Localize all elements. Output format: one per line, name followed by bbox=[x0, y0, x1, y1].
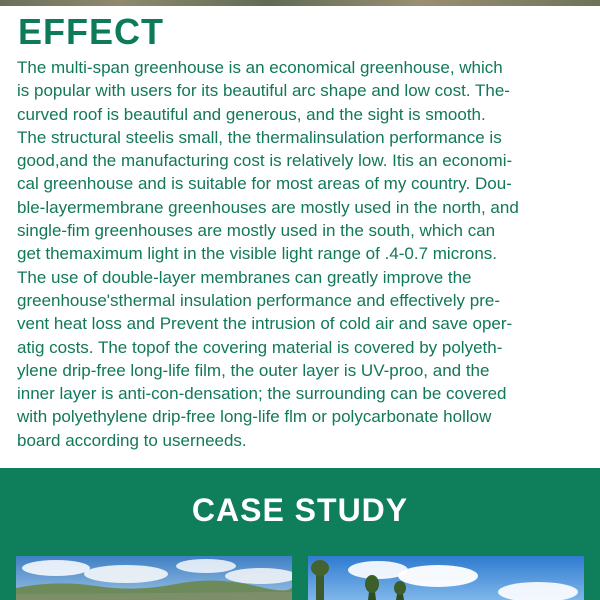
effect-heading: EFFECT bbox=[18, 11, 164, 52]
effect-line: with polyethylene drip-free long-life flm or polycarbonate hollow bbox=[17, 407, 492, 427]
effect-line: The multi-span greenhouse is an economical greenhouse, which bbox=[17, 58, 503, 77]
effect-line: The use of double-layer membranes can greatly improve the bbox=[17, 267, 472, 287]
case-study-heading: CASE STUDY bbox=[191, 492, 409, 528]
case-photo-greenhouse-site bbox=[308, 556, 584, 600]
case-photo-landscape bbox=[16, 556, 292, 600]
effect-line: good,and the manufacturing cost is relatively low. Itis an economi- bbox=[17, 151, 513, 171]
effect-line: curved roof is beautiful and generous, and the sight is smooth. bbox=[17, 104, 486, 124]
top-photo-strip bbox=[0, 0, 600, 6]
effect-line: The structural steelis small, the thermalinsulation performance is bbox=[17, 127, 502, 147]
effect-line: greenhouse'sthermal insulation performance and effectively pre- bbox=[17, 290, 500, 310]
effect-paragraph bbox=[17, 56, 589, 452]
effect-line: ble-layermembrane greenhouses are mostly used in the north, and bbox=[17, 197, 519, 217]
effect-line: inner layer is anti-con-densation; the surrounding can be covered bbox=[17, 384, 507, 404]
effect-line: board according to userneeds. bbox=[17, 430, 247, 450]
effect-line: vent heat loss and Prevent the intrusion of cold air and save oper- bbox=[17, 314, 513, 334]
effect-line: cal greenhouse and is suitable for most areas of my country. Dou- bbox=[17, 174, 512, 194]
effect-line: single-fim greenhouses are mostly used in the south, which can bbox=[17, 221, 496, 241]
effect-line: get themaximum light in the visible light range of .4-0.7 microns. bbox=[17, 244, 498, 264]
effect-line: atig costs. The topof the covering material is covered by polyeth- bbox=[17, 337, 503, 357]
effect-line: is popular with users for its beautiful arc shape and low cost. The- bbox=[17, 81, 510, 101]
effect-line: ylene drip-free long-life film, the outer layer is UV-proo, and the bbox=[17, 360, 490, 380]
